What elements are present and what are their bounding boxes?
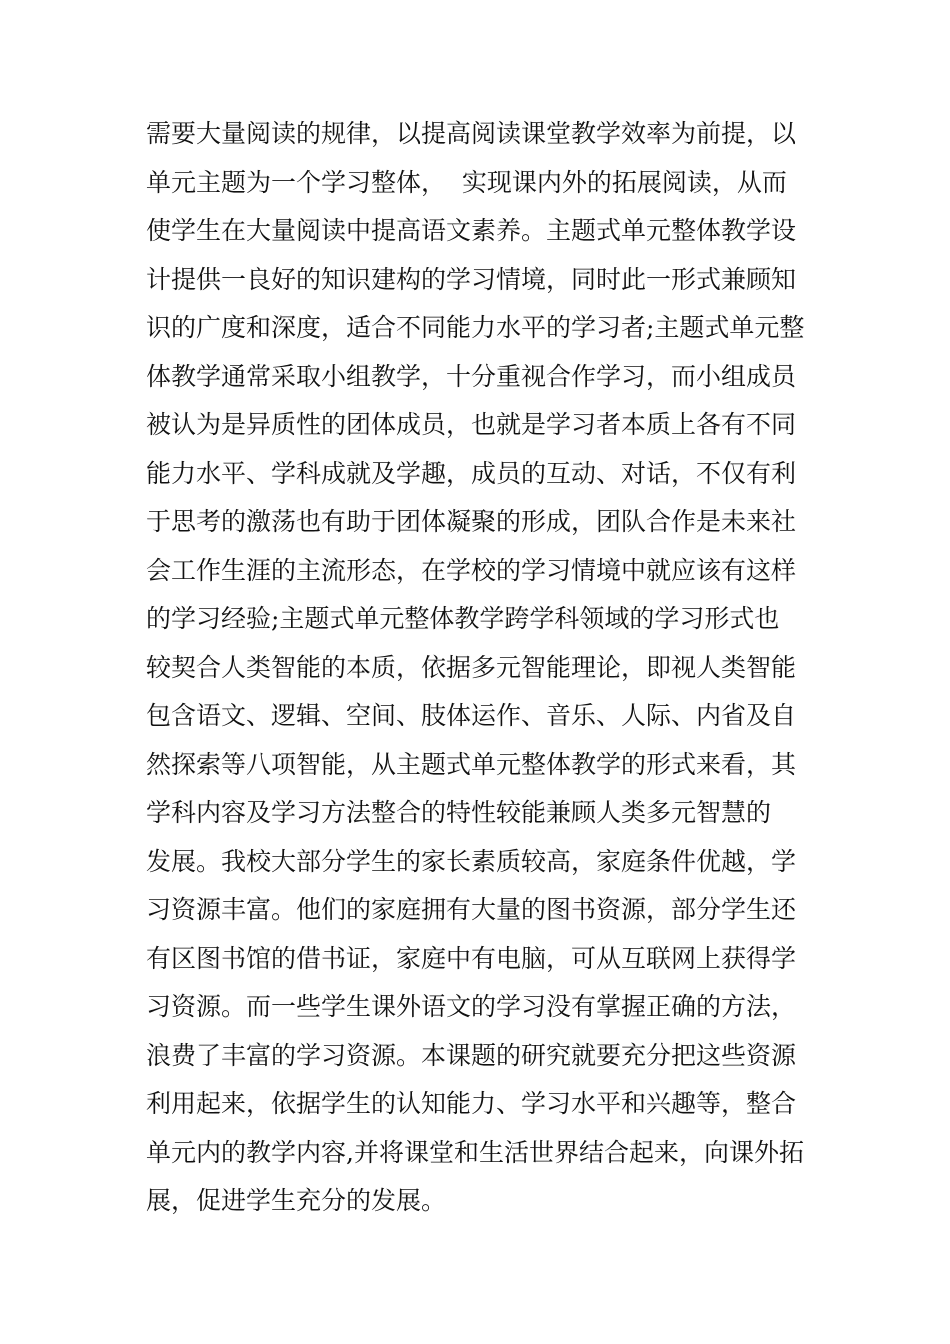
text-line: 识的广度和深度，适合不同能力水平的学习者;主题式单元整 — [146, 313, 805, 342]
text-line: 于思考的激荡也有助于团体凝聚的形成，团队合作是未来社 — [146, 507, 797, 536]
text-line: 单元内的教学内容,并将课堂和生活世界结合起来，向课外拓 — [146, 1137, 804, 1167]
text-line: 的学习经验;主题式单元整体教学跨学科领域的学习形式也 — [146, 604, 780, 633]
text-line: 有区图书馆的借书证，家庭中有电脑，可从互联网上获得学 — [146, 943, 797, 973]
text-line: 使学生在大量阅读中提高语文素养。主题式单元整体教学设 — [146, 216, 797, 245]
text-line: 然探索等八项智能，从主题式单元整体教学的形式来看，其 — [146, 749, 797, 779]
text-line: 习资源。而一些学生课外语文的学习没有掌握正确的方法， — [146, 992, 797, 1021]
body-paragraph — [146, 110, 846, 1226]
text-line: 单元主题为一个学习整体， 实现课内外的拓展阅读，从而 — [146, 167, 787, 197]
text-line: 学科内容及学习方法整合的特性较能兼顾人类多元智慧的 — [146, 798, 772, 827]
text-line: 能力水平、学科成就及学趣，成员的互动、对话，不仅有利 — [146, 458, 797, 488]
text-line: 包含语文、逻辑、空间、肢体运作、音乐、人际、内省及自 — [146, 701, 797, 730]
text-line: 被认为是异质性的团体成员，也就是学习者本质上各有不同 — [146, 410, 797, 439]
text-line: 较契合人类智能的本质，依据多元智能理论，即视人类智能 — [146, 652, 797, 682]
text-line: 习资源丰富。他们的家庭拥有大量的图书资源，部分学生还 — [146, 895, 797, 924]
text-line: 需要大量阅读的规律，以提高阅读课堂教学效率为前提，以 — [146, 119, 797, 148]
text-line: 计提供一良好的知识建构的学习情境，同时此一形式兼顾知 — [146, 264, 797, 294]
text-line: 发展。我校大部分学生的家长素质较高，家庭条件优越，学 — [146, 846, 797, 876]
text-line: 会工作生涯的主流形态，在学校的学习情境中就应该有这样 — [146, 555, 797, 585]
text-line: 体教学通常采取小组教学，十分重视合作学习，而小组成员 — [146, 361, 797, 391]
text-line: 浪费了丰富的学习资源。本课题的研究就要充分把这些资源 — [146, 1040, 797, 1070]
text-line: 展，促进学生充分的发展。 — [146, 1186, 447, 1215]
text-line: 利用起来，依据学生的认知能力、学习水平和兴趣等，整合 — [146, 1089, 797, 1118]
